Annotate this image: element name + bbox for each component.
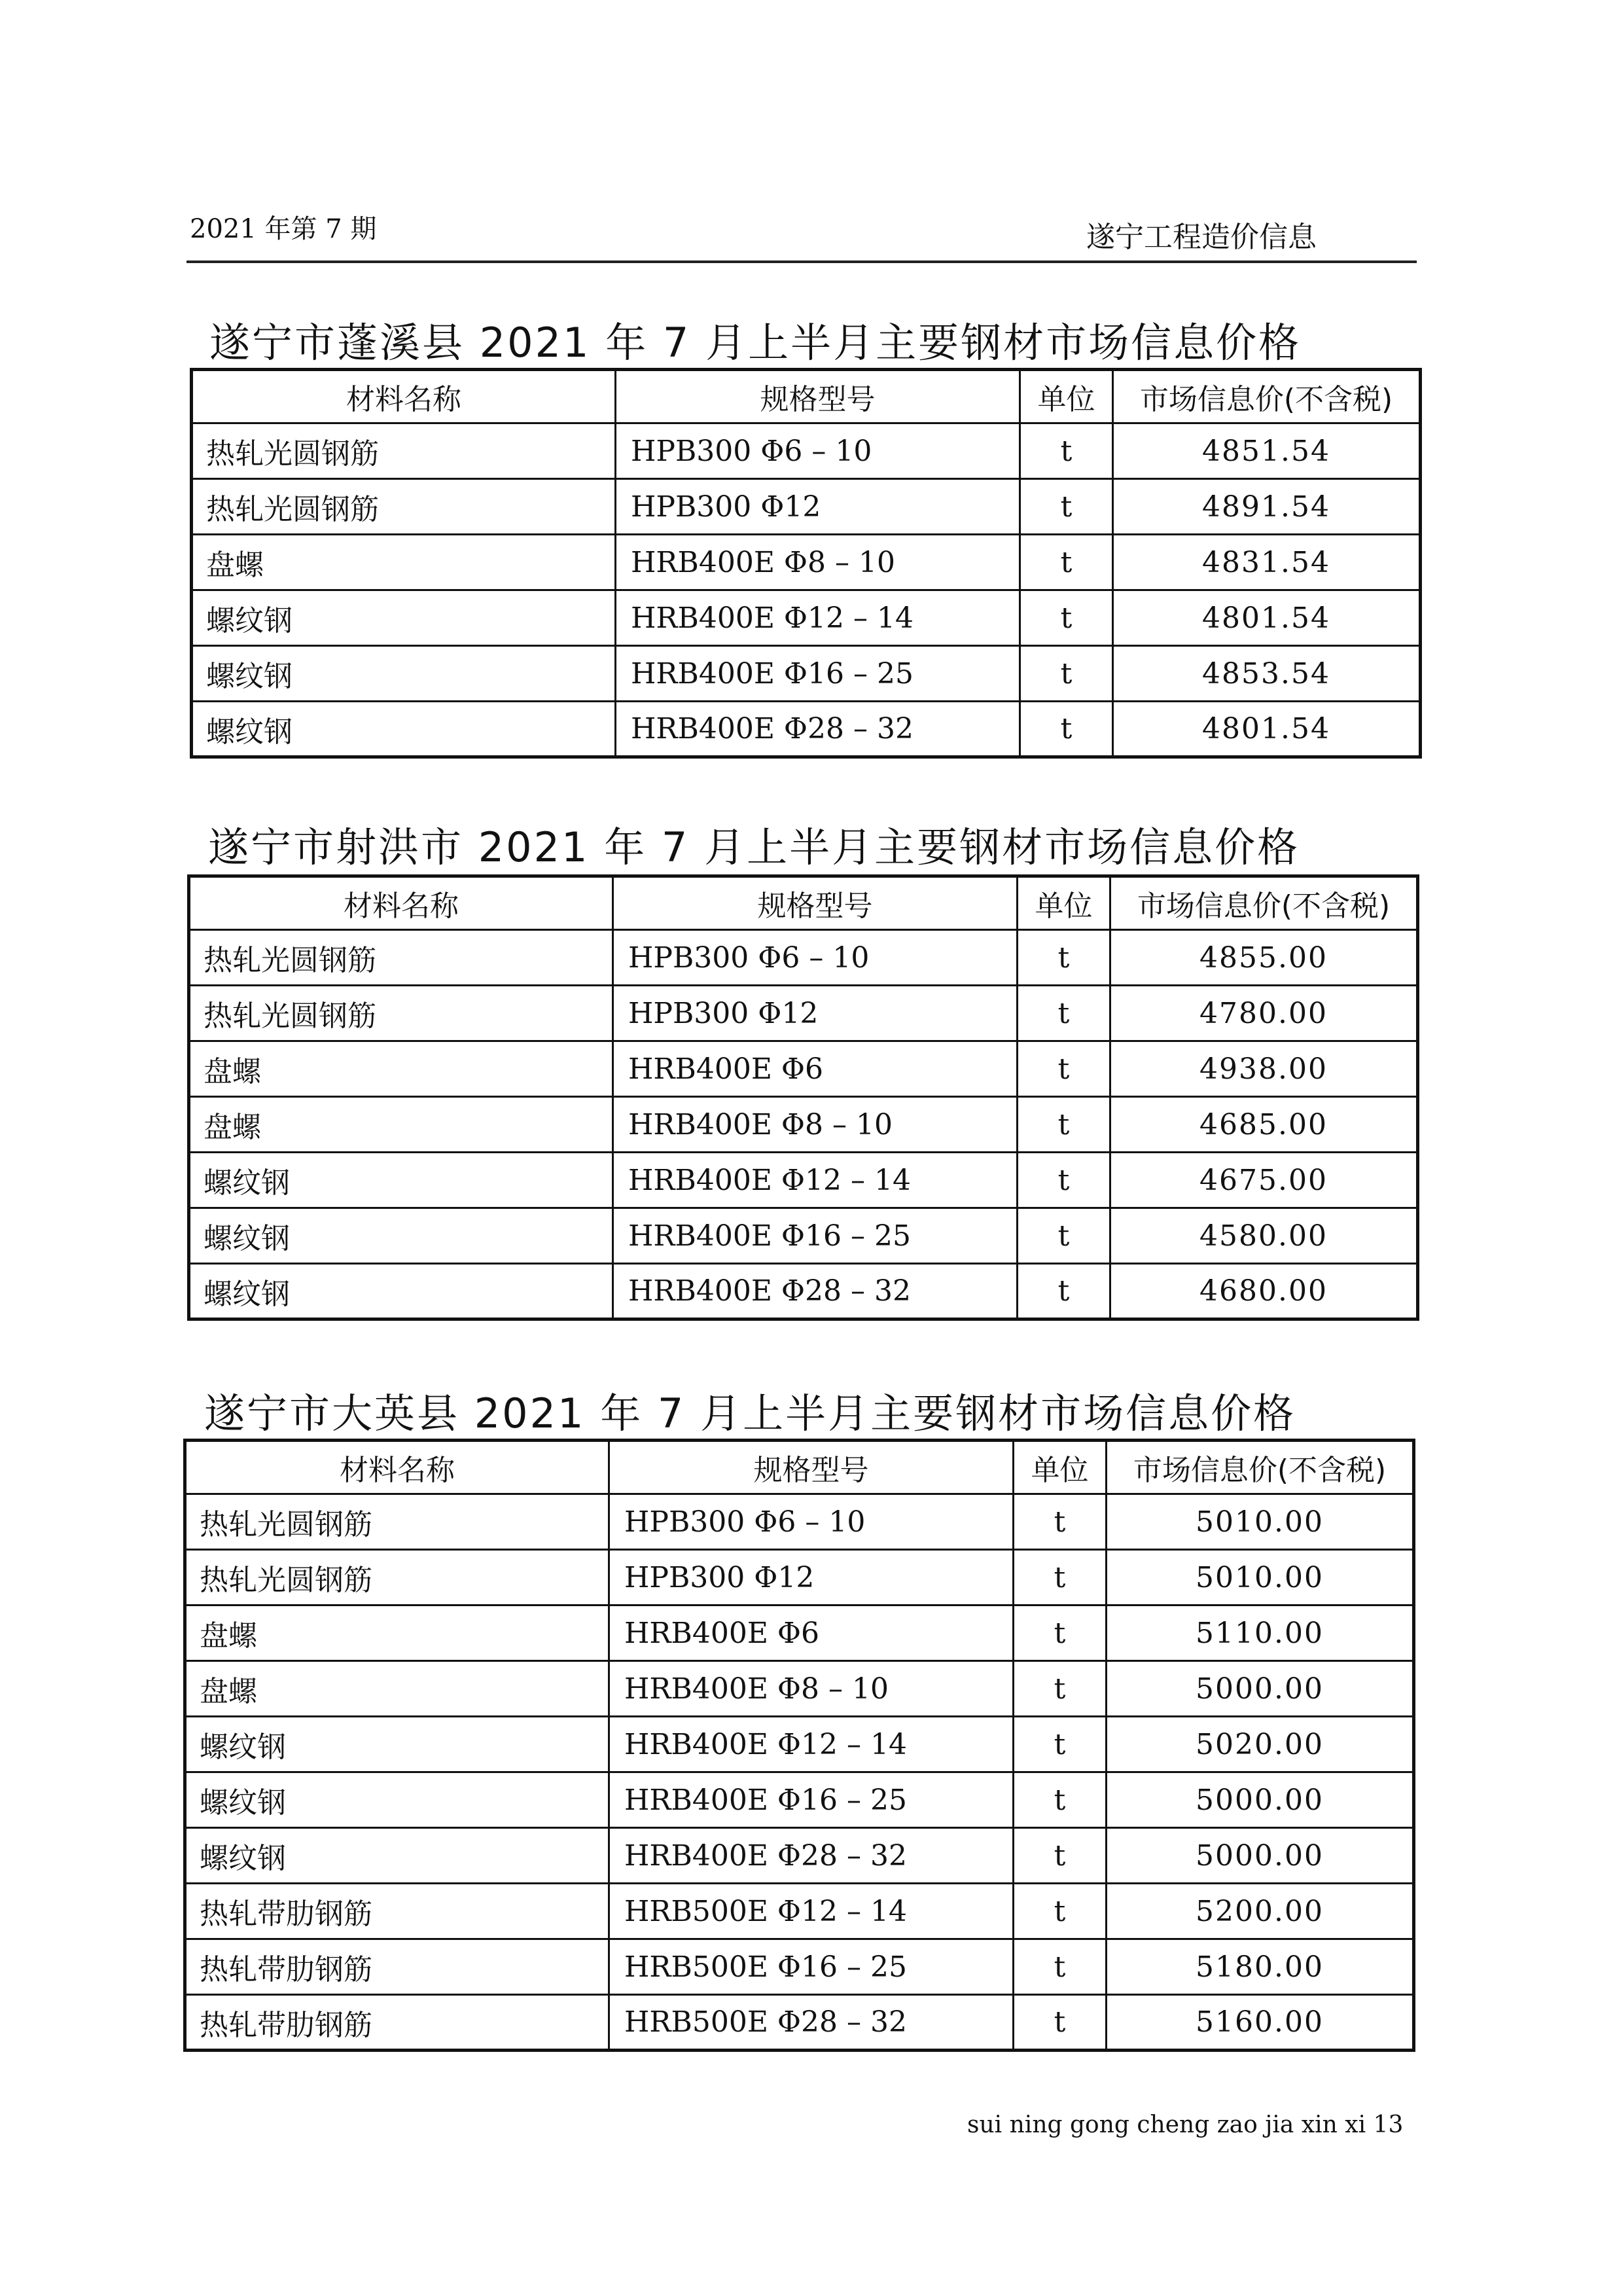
material-unit: t [1014, 1939, 1107, 1995]
col-header-spec: 规格型号 [609, 1441, 1014, 1494]
material-price: 4831.54 [1113, 535, 1421, 590]
table-row [189, 930, 1418, 986]
table-row [192, 535, 1421, 590]
table-row [189, 1097, 1418, 1153]
table-row [192, 646, 1421, 702]
price-table-daying [183, 1439, 1415, 2052]
material-price: 5000.00 [1107, 1828, 1414, 1884]
material-spec: HRB400E Φ12 – 14 [613, 1153, 1018, 1208]
col-header-price: 市场信息价(不含税) [1113, 370, 1421, 423]
material-price: 4675.00 [1110, 1153, 1418, 1208]
material-spec: HRB400E Φ28 – 32 [616, 702, 1020, 757]
material-unit: t [1018, 930, 1110, 986]
table-row [192, 479, 1421, 535]
material-unit: t [1020, 646, 1113, 702]
col-header-spec: 规格型号 [613, 876, 1018, 930]
table-row [192, 590, 1421, 646]
material-unit: t [1018, 1153, 1110, 1208]
table-row [185, 1717, 1414, 1772]
material-unit: t [1020, 590, 1113, 646]
material-unit: t [1020, 479, 1113, 535]
table-row [192, 702, 1421, 757]
material-spec: HPB300 Φ6 – 10 [609, 1494, 1014, 1550]
section-title-daying: 遂宁市大英县 2021 年 7 月上半月主要钢材市场信息价格 [204, 1390, 1296, 1437]
material-spec: HRB400E Φ8 – 10 [616, 535, 1020, 590]
material-name: 热轧光圆钢筋 [192, 423, 616, 479]
material-unit: t [1014, 1717, 1107, 1772]
material-unit: t [1014, 1884, 1107, 1939]
table-header-row [192, 370, 1421, 423]
material-spec: HRB400E Φ16 – 25 [613, 1208, 1018, 1264]
section-title-pengxi: 遂宁市蓬溪县 2021 年 7 月上半月主要钢材市场信息价格 [209, 319, 1302, 367]
material-name: 螺纹钢 [192, 702, 616, 757]
table-row [185, 1772, 1414, 1828]
material-price: 4680.00 [1110, 1264, 1418, 1319]
material-name: 热轧光圆钢筋 [189, 986, 613, 1041]
table-row [185, 1605, 1414, 1661]
material-price: 5000.00 [1107, 1661, 1414, 1717]
col-header-name: 材料名称 [192, 370, 616, 423]
material-price: 4855.00 [1110, 930, 1418, 986]
col-header-price: 市场信息价(不含税) [1107, 1441, 1414, 1494]
material-price: 5200.00 [1107, 1884, 1414, 1939]
material-name: 热轧光圆钢筋 [189, 930, 613, 986]
material-price: 5160.00 [1107, 1995, 1414, 2051]
table-row [192, 423, 1421, 479]
table-row [185, 1550, 1414, 1605]
material-spec: HRB400E Φ6 [609, 1605, 1014, 1661]
material-name: 盘螺 [189, 1041, 613, 1097]
publication-title: 遂宁工程造价信息 [1086, 221, 1317, 254]
material-unit: t [1014, 1828, 1107, 1884]
material-unit: t [1014, 1772, 1107, 1828]
material-name: 热轧光圆钢筋 [192, 479, 616, 535]
issue-label: 2021 年第 7 期 [190, 214, 377, 244]
material-spec: HRB500E Φ16 – 25 [609, 1939, 1014, 1995]
material-spec: HRB400E Φ8 – 10 [613, 1097, 1018, 1153]
material-name: 螺纹钢 [185, 1772, 609, 1828]
material-spec: HPB300 Φ6 – 10 [616, 423, 1020, 479]
price-table-pengxi [190, 368, 1422, 759]
material-unit: t [1018, 1208, 1110, 1264]
material-name: 盘螺 [185, 1661, 609, 1717]
material-spec: HRB400E Φ28 – 32 [613, 1264, 1018, 1319]
material-price: 4853.54 [1113, 646, 1421, 702]
material-price: 5020.00 [1107, 1717, 1414, 1772]
material-price: 5180.00 [1107, 1939, 1414, 1995]
col-header-unit: 单位 [1018, 876, 1110, 930]
table-row [185, 1494, 1414, 1550]
material-unit: t [1014, 1550, 1107, 1605]
material-name: 盘螺 [185, 1605, 609, 1661]
table-header-row [189, 876, 1418, 930]
material-price: 5000.00 [1107, 1772, 1414, 1828]
material-price: 5010.00 [1107, 1494, 1414, 1550]
table-header-row [185, 1441, 1414, 1494]
material-name: 螺纹钢 [189, 1153, 613, 1208]
material-spec: HRB400E Φ6 [613, 1041, 1018, 1097]
material-name: 热轧带肋钢筋 [185, 1995, 609, 2051]
material-price: 4891.54 [1113, 479, 1421, 535]
material-name: 热轧光圆钢筋 [185, 1550, 609, 1605]
material-name: 螺纹钢 [192, 646, 616, 702]
material-name: 热轧带肋钢筋 [185, 1939, 609, 1995]
table-row [189, 986, 1418, 1041]
section-title-shehong: 遂宁市射洪市 2021 年 7 月上半月主要钢材市场信息价格 [208, 823, 1300, 871]
header-divider [186, 260, 1417, 263]
material-price: 5110.00 [1107, 1605, 1414, 1661]
table-row [189, 1264, 1418, 1319]
table-row [189, 1041, 1418, 1097]
material-unit: t [1014, 1494, 1107, 1550]
material-spec: HRB400E Φ28 – 32 [609, 1828, 1014, 1884]
material-name: 螺纹钢 [185, 1828, 609, 1884]
material-spec: HRB400E Φ8 – 10 [609, 1661, 1014, 1717]
table-row [185, 1995, 1414, 2051]
material-name: 盘螺 [189, 1097, 613, 1153]
page-footer: sui ning gong cheng zao jia xin xi 13 [967, 2111, 1404, 2138]
table-row [185, 1939, 1414, 1995]
table-row [185, 1661, 1414, 1717]
material-unit: t [1014, 1661, 1107, 1717]
material-name: 螺纹钢 [192, 590, 616, 646]
material-unit: t [1014, 1995, 1107, 2051]
material-price: 4580.00 [1110, 1208, 1418, 1264]
table-row [189, 1208, 1418, 1264]
material-spec: HRB400E Φ12 – 14 [609, 1717, 1014, 1772]
col-header-unit: 单位 [1020, 370, 1113, 423]
material-unit: t [1020, 702, 1113, 757]
material-name: 热轧带肋钢筋 [185, 1884, 609, 1939]
material-price: 4938.00 [1110, 1041, 1418, 1097]
material-spec: HRB400E Φ16 – 25 [616, 646, 1020, 702]
price-table-shehong [187, 874, 1419, 1321]
material-spec: HRB500E Φ12 – 14 [609, 1884, 1014, 1939]
table-row [185, 1884, 1414, 1939]
material-spec: HRB400E Φ12 – 14 [616, 590, 1020, 646]
material-name: 盘螺 [192, 535, 616, 590]
material-unit: t [1020, 535, 1113, 590]
material-unit: t [1018, 1041, 1110, 1097]
table-row [189, 1153, 1418, 1208]
material-price: 4685.00 [1110, 1097, 1418, 1153]
material-unit: t [1014, 1605, 1107, 1661]
material-unit: t [1018, 1264, 1110, 1319]
material-name: 螺纹钢 [185, 1717, 609, 1772]
material-unit: t [1020, 423, 1113, 479]
material-price: 4851.54 [1113, 423, 1421, 479]
table-row [185, 1828, 1414, 1884]
material-name: 热轧光圆钢筋 [185, 1494, 609, 1550]
col-header-name: 材料名称 [189, 876, 613, 930]
material-spec: HRB500E Φ28 – 32 [609, 1995, 1014, 2051]
material-price: 4780.00 [1110, 986, 1418, 1041]
material-spec: HPB300 Φ12 [616, 479, 1020, 535]
material-name: 螺纹钢 [189, 1208, 613, 1264]
material-unit: t [1018, 1097, 1110, 1153]
col-header-spec: 规格型号 [616, 370, 1020, 423]
material-unit: t [1018, 986, 1110, 1041]
col-header-unit: 单位 [1014, 1441, 1107, 1494]
col-header-name: 材料名称 [185, 1441, 609, 1494]
material-spec: HRB400E Φ16 – 25 [609, 1772, 1014, 1828]
material-spec: HPB300 Φ6 – 10 [613, 930, 1018, 986]
material-price: 4801.54 [1113, 702, 1421, 757]
col-header-price: 市场信息价(不含税) [1110, 876, 1418, 930]
material-spec: HPB300 Φ12 [609, 1550, 1014, 1605]
material-name: 螺纹钢 [189, 1264, 613, 1319]
material-spec: HPB300 Φ12 [613, 986, 1018, 1041]
material-price: 4801.54 [1113, 590, 1421, 646]
material-price: 5010.00 [1107, 1550, 1414, 1605]
